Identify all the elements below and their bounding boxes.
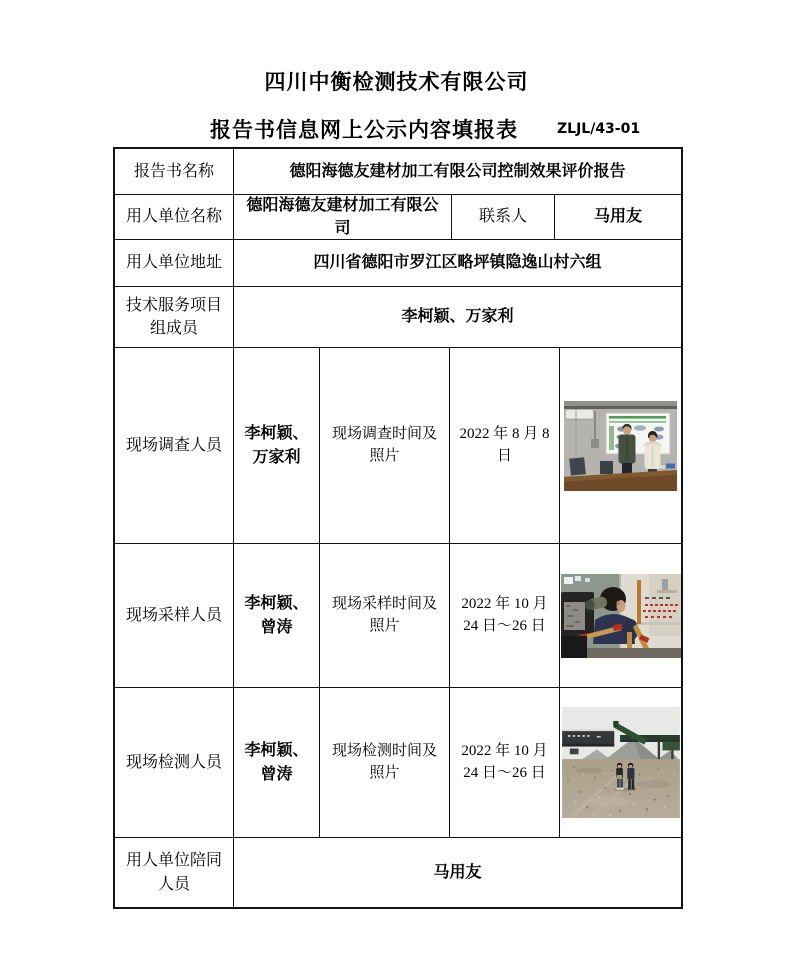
- row-employer-name: [115, 195, 681, 240]
- project-team-label: 技术服务项目组成员: [115, 287, 234, 347]
- sampling-photo: [561, 574, 681, 658]
- sampling-persons: 李柯颖、曾涛: [234, 544, 320, 687]
- company-title: 四川中衡检测技术有限公司: [264, 70, 529, 94]
- report-info-table: [113, 147, 683, 909]
- row-site-testing: [115, 688, 681, 838]
- testing-label: 现场检测人员: [115, 688, 234, 837]
- form-code: ZLJL/43-01: [557, 121, 641, 137]
- employer-address-label: 用人单位地址: [115, 240, 234, 286]
- row-escort: [115, 838, 681, 907]
- survey-photo: [564, 401, 677, 491]
- row-employer-address: [115, 240, 681, 287]
- employer-address-value: 四川省德阳市罗江区略坪镇隐逸山村六组: [313, 254, 602, 272]
- escort-value: 马用友: [433, 863, 482, 881]
- form-title: 报告书信息网上公示内容填报表: [210, 118, 518, 142]
- survey-time-label: 现场调查时间及照片: [320, 348, 450, 543]
- report-name-value: 德阳海德友建材加工有限公司控制效果评价报告: [289, 162, 626, 180]
- report-name-label: 报告书名称: [115, 149, 234, 194]
- contact-label: 联系人: [452, 195, 555, 239]
- row-project-team: [115, 287, 681, 348]
- row-site-sampling: [115, 544, 681, 688]
- contact-name: 马用友: [593, 208, 642, 226]
- testing-photo-cell: [560, 688, 681, 837]
- testing-persons: 李柯颖、曾涛: [234, 688, 320, 837]
- survey-photo-cell: [560, 348, 681, 543]
- project-team-members: 李柯颖、万家利: [401, 308, 514, 326]
- survey-label: 现场调查人员: [115, 348, 234, 543]
- sampling-photo-cell: [560, 544, 681, 687]
- testing-photo: [562, 707, 680, 818]
- survey-persons: 李柯颖、万家利: [234, 348, 320, 543]
- escort-label: 用人单位陪同人员: [115, 838, 234, 907]
- employer-name-value: 德阳海德友建材加工有限公司: [234, 195, 452, 239]
- testing-time-label: 现场检测时间及照片: [320, 688, 450, 837]
- row-site-survey: [115, 348, 681, 544]
- sampling-time-value: 2022 年 10 月 24 日～26 日: [450, 544, 560, 687]
- employer-name-label: 用人单位名称: [115, 195, 234, 239]
- row-report-name: [115, 149, 681, 195]
- survey-time-value: 2022 年 8 月 8 日: [450, 348, 560, 543]
- sampling-time-label: 现场采样时间及照片: [320, 544, 450, 687]
- sampling-label: 现场采样人员: [115, 544, 234, 687]
- testing-time-value: 2022 年 10 月 24 日～26 日: [450, 688, 560, 837]
